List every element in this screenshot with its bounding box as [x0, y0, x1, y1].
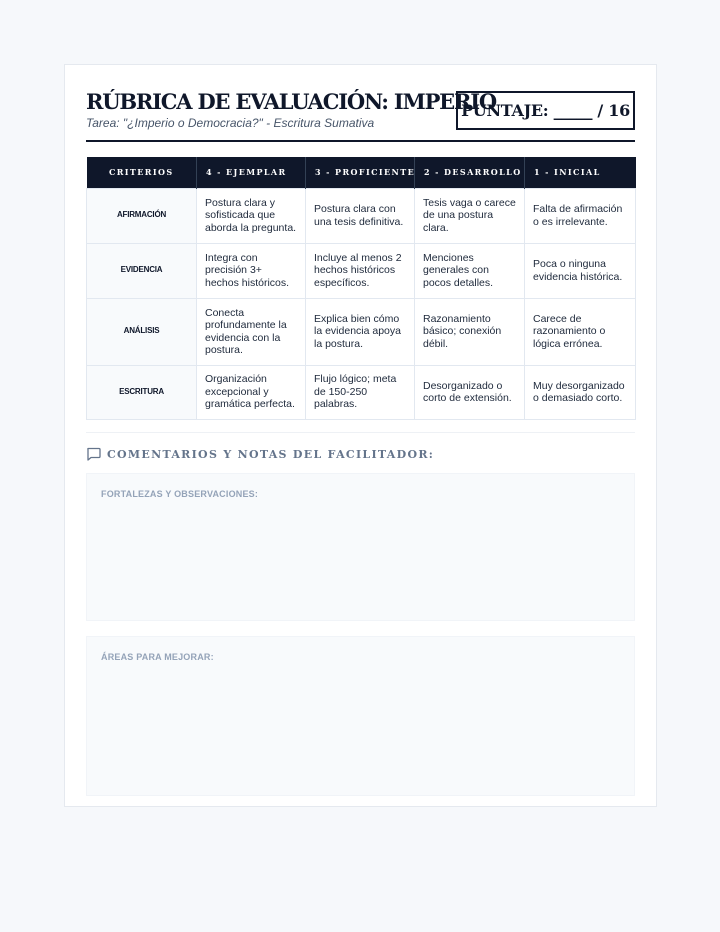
rubric-cell: Postura clara con una tesis definitiva.: [306, 188, 415, 243]
rubric-cell: Menciones generales con pocos detalles.: [415, 243, 525, 298]
column-header-level-1: 1 - INICIAL: [525, 157, 636, 188]
criterion-label: ANÁLISIS: [87, 298, 197, 365]
improvements-label: ÁREAS PARA MEJORAR:: [101, 652, 214, 662]
rubric-table: [86, 157, 636, 420]
rubric-cell: Falta de afirmación o es irrelevante.: [525, 188, 636, 243]
improvements-box[interactable]: [86, 636, 635, 796]
table-row: [87, 243, 636, 298]
rubric-cell: Desorganizado o corto de extensión.: [415, 365, 525, 419]
table-row: [87, 365, 636, 419]
rubric-header-row: [87, 157, 636, 188]
rubric-cell: Razonamiento básico; conexión débil.: [415, 298, 525, 365]
strengths-label: FORTALEZAS Y OBSERVACIONES:: [101, 489, 259, 499]
table-row: [87, 188, 636, 243]
column-header-level-2: 2 - DESARROLLO: [415, 157, 525, 188]
column-header-level-3: 3 - PROFICIENTE: [306, 157, 415, 188]
table-row: [87, 298, 636, 365]
column-header-criteria: CRITERIOS: [87, 157, 197, 188]
rubric-sheet: [64, 64, 657, 807]
comment-icon: [86, 447, 101, 461]
page-title: RÚBRICA DE EVALUACIÓN: IMPERIO: [86, 89, 496, 114]
rubric-cell: Carece de razonamiento o lógica errónea.: [525, 298, 636, 365]
criterion-label: EVIDENCIA: [87, 243, 197, 298]
rubric-cell: Tesis vaga o carece de una postura clara.: [415, 188, 525, 243]
score-box: PUNTAJE: _____ / 16: [456, 91, 635, 130]
rubric-cell: Muy desorganizado o demasiado corto.: [525, 365, 636, 419]
rubric-cell: Poca o ninguna evidencia histórica.: [525, 243, 636, 298]
rubric-cell: Flujo lógico; meta de 150-250 palabras.: [306, 365, 415, 419]
assignment-subtitle: Tarea: "¿Imperio o Democracia?" - Escritura Sumativa: [86, 116, 375, 130]
rubric-cell: Organización excepcional y gramática perfecta.: [197, 365, 306, 419]
rubric-header: [86, 89, 635, 142]
criterion-label: ESCRITURA: [87, 365, 197, 419]
strengths-box[interactable]: [86, 473, 635, 621]
rubric-cell: Conecta profundamente la evidencia con la postura.: [197, 298, 306, 365]
rubric-cell: Explica bien cómo la evidencia apoya la postura.: [306, 298, 415, 365]
rubric-cell: Incluye al menos 2 hechos históricos específicos.: [306, 243, 415, 298]
rubric-cell: Postura clara y sofisticada que aborda la pregunta.: [197, 188, 306, 243]
section-divider: [86, 432, 635, 433]
criterion-label: AFIRMACIÓN: [87, 188, 197, 243]
comments-heading: [86, 447, 434, 461]
rubric-cell: Integra con precisión 3+ hechos históricos.: [197, 243, 306, 298]
column-header-level-4: 4 - EJEMPLAR: [197, 157, 306, 188]
comments-title: COMENTARIOS Y NOTAS DEL FACILITADOR:: [107, 447, 435, 461]
